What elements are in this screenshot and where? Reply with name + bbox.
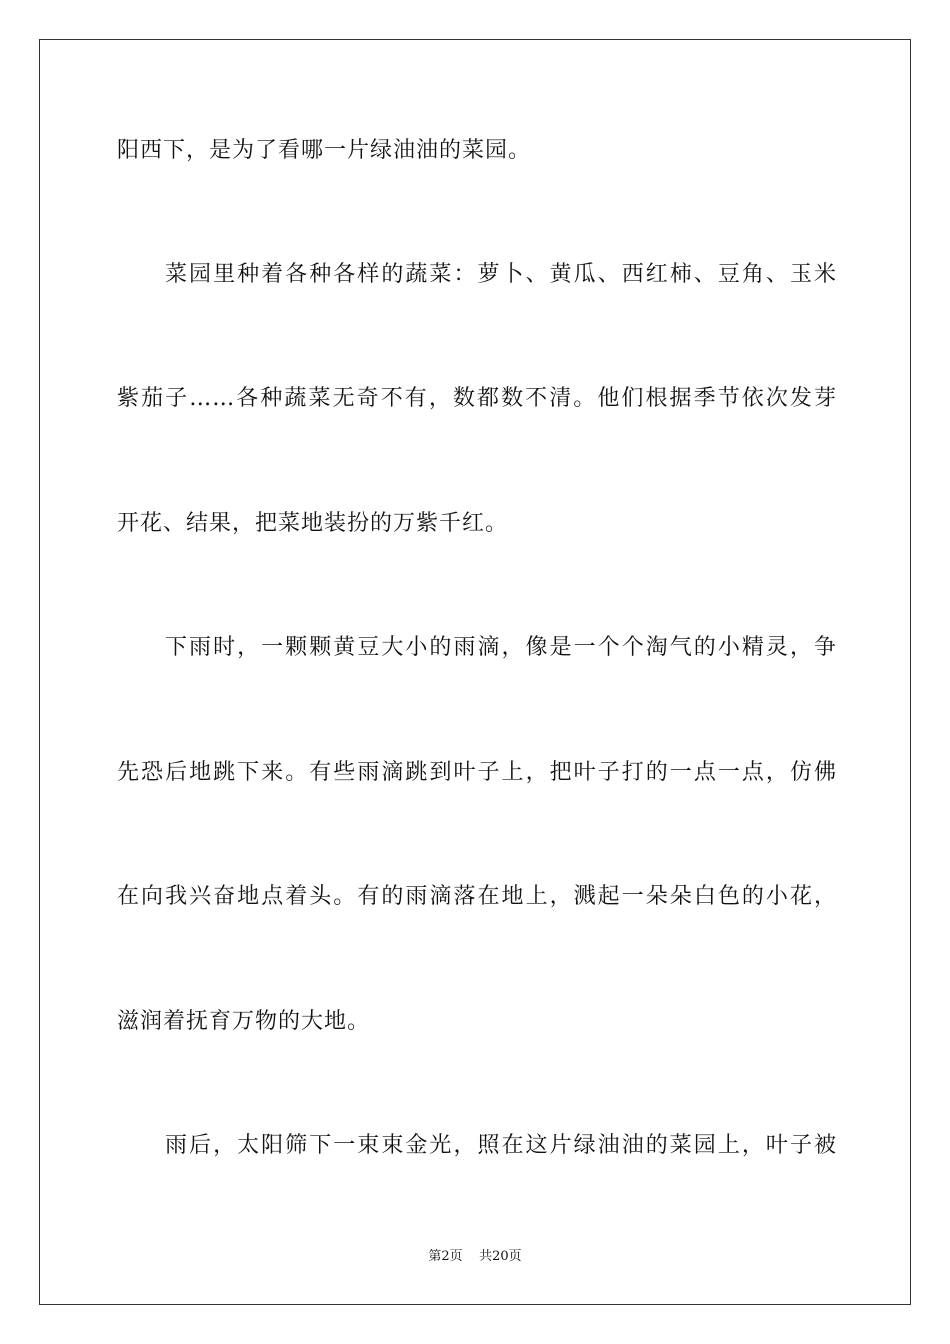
text-line-1: 阳西下，是为了看哪一片绿油油的菜园。 (117, 138, 532, 163)
text-line-9: 雨后，太阳筛下一束束金光，照在这片绿油油的菜园上，叶子被 (165, 1133, 837, 1158)
page-total: 共20页 (479, 1249, 522, 1264)
text-line-4: 开花、结果，把菜地装扮的万紫千红。 (117, 511, 509, 536)
text-line-3: 紫茄子……各种蔬菜无奇不有，数都数不清。他们根据季节依次发芽 (117, 386, 837, 411)
page-footer (0, 1248, 950, 1266)
text-line-8: 滋润着抚育万物的大地。 (117, 1009, 371, 1034)
text-line-7: 在向我兴奋地点着头。有的雨滴落在地上，溅起一朵朵白色的小花， (117, 884, 837, 909)
text-line-5: 下雨时，一颗颗黄豆大小的雨滴，像是一个个淘气的小精灵，争 (165, 635, 837, 660)
page-number: 第2页 (428, 1249, 463, 1264)
text-line-6: 先恐后地跳下来。有些雨滴跳到叶子上，把叶子打的一点一点，仿佛 (117, 760, 837, 785)
page-border (39, 39, 911, 1305)
text-line-2: 菜园里种着各种各样的蔬菜：萝卜、黄瓜、西红柿、豆角、玉米 (165, 262, 837, 287)
